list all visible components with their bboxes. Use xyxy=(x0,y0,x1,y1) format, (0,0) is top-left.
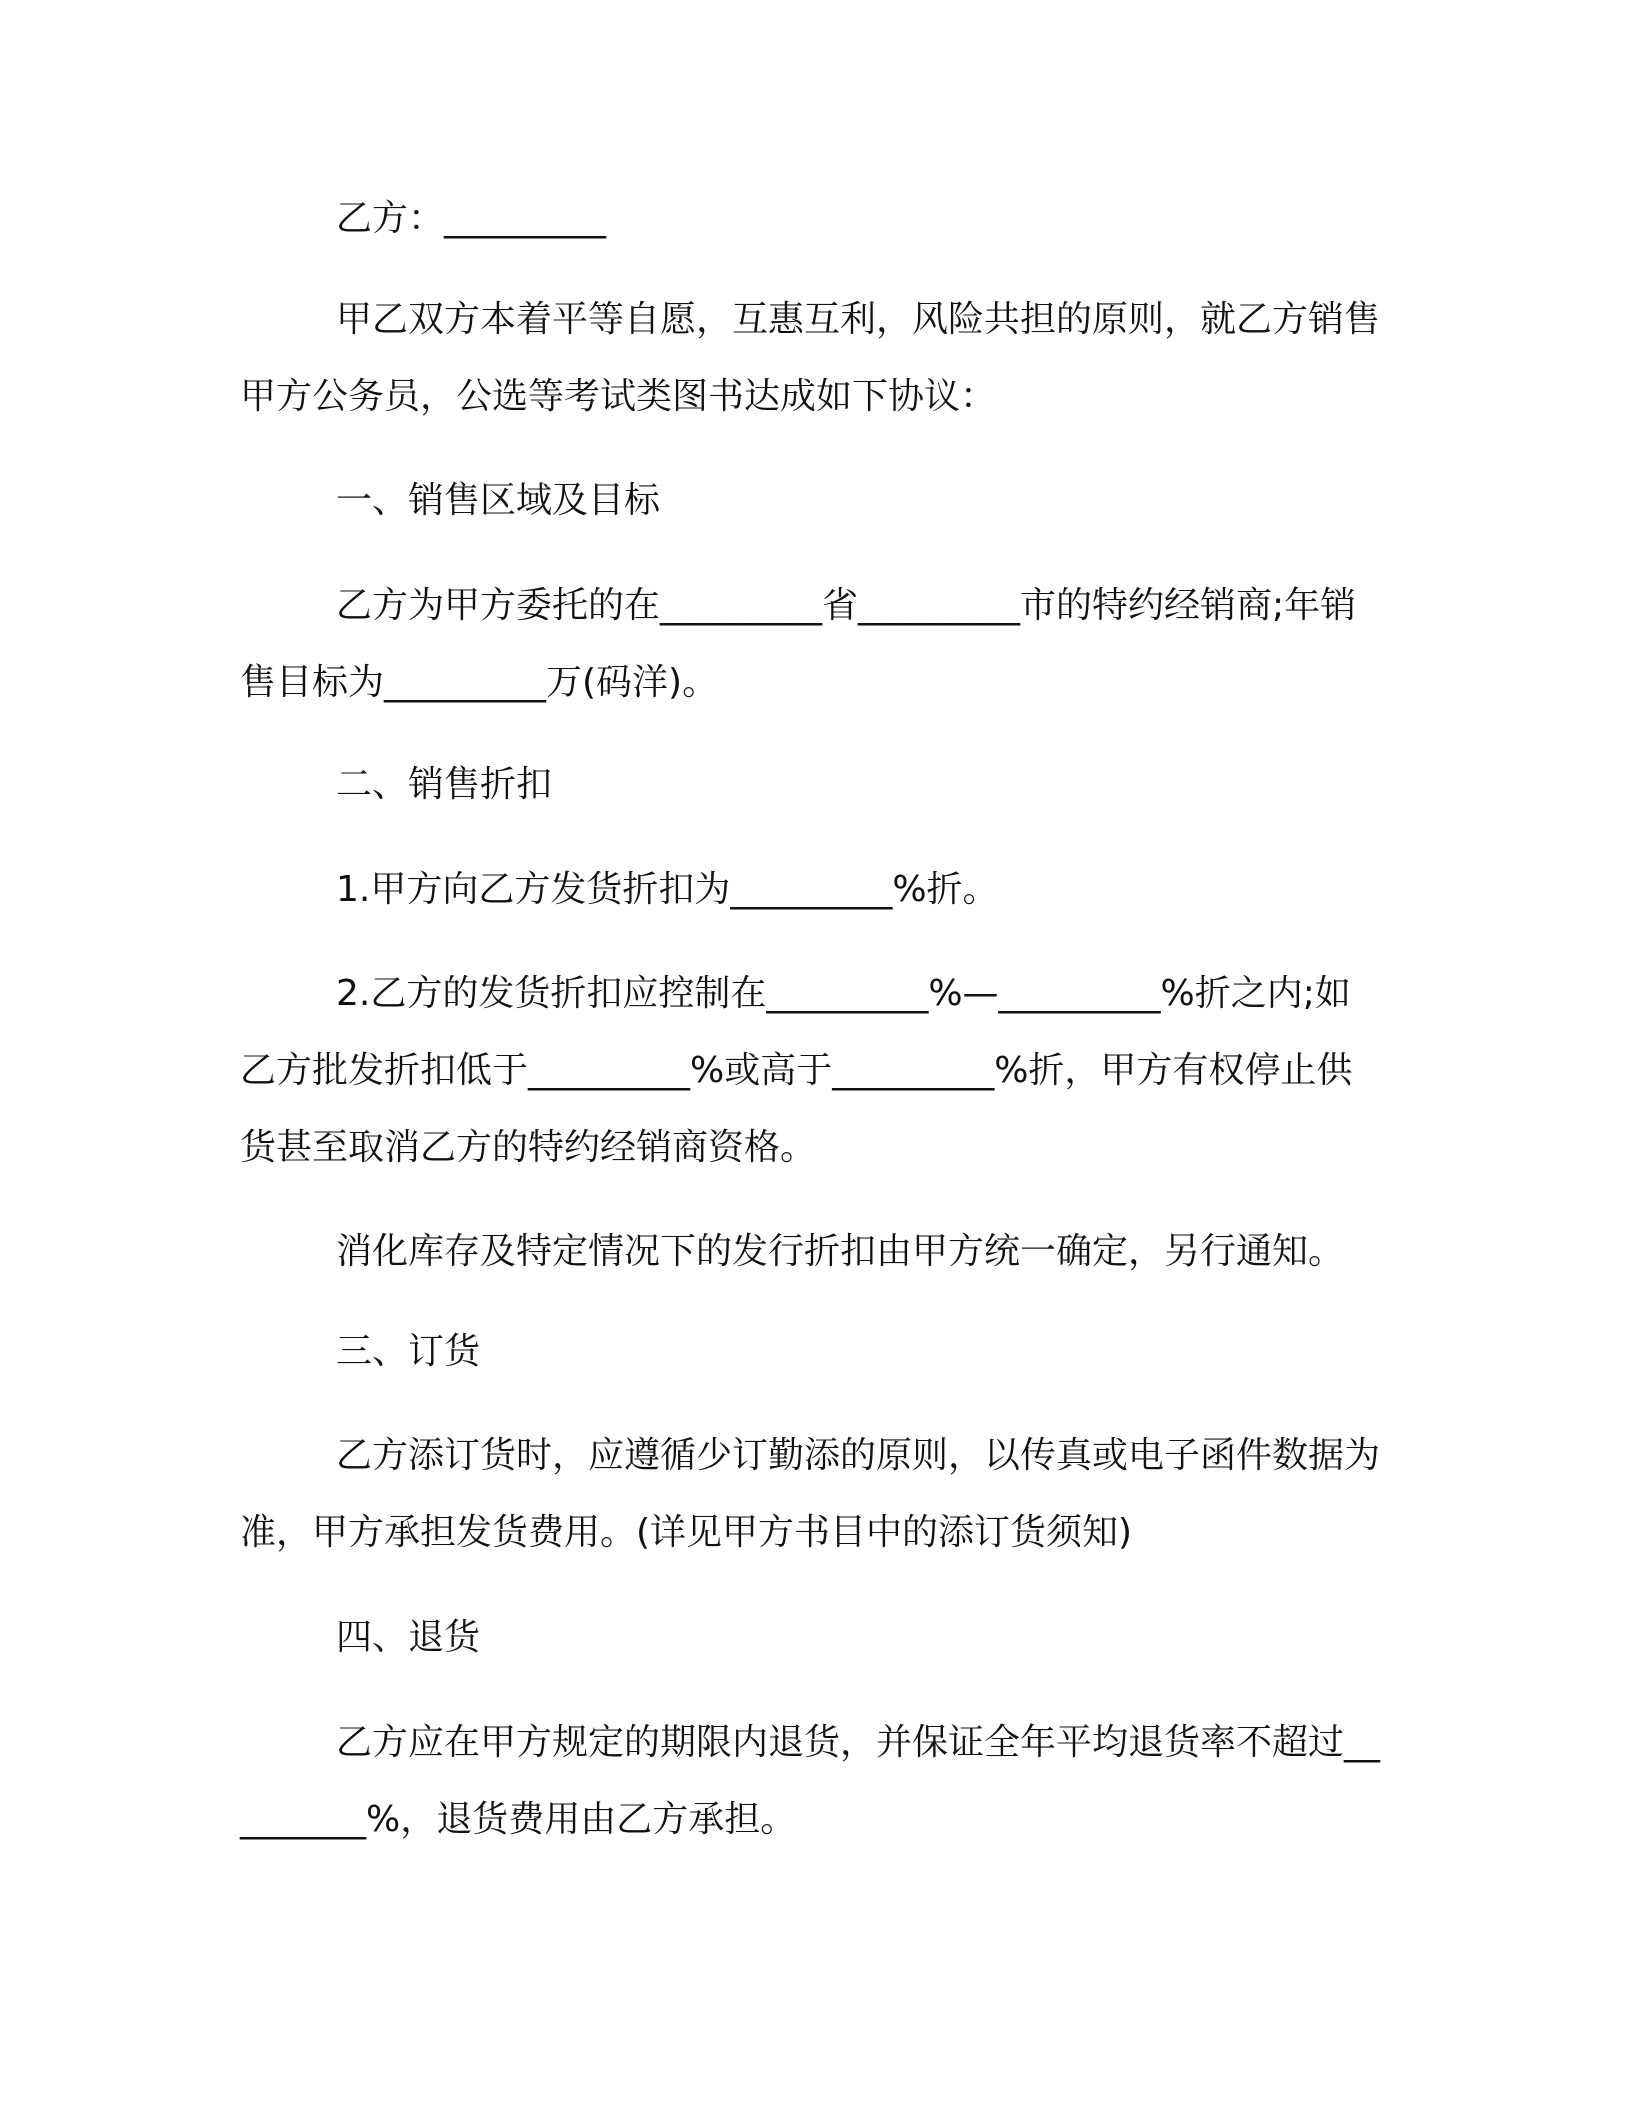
section-heading-returns: 四、退货 xyxy=(336,1617,481,1658)
section-heading-sales-discount: 二、销售折扣 xyxy=(336,764,553,805)
discount-clause-1: 1.甲方向乙方发货折扣为_________%折。 xyxy=(336,869,999,910)
discount-clause-3: 消化库存及特定情况下的发行折扣由甲方统一确定，另行通知。 xyxy=(336,1231,1345,1272)
section-heading-ordering: 三、订货 xyxy=(336,1331,481,1372)
returns-paragraph: 乙方应在甲方规定的期限内退货，并保证全年平均退货率不超过_________%，退货费用由乙方承担。 xyxy=(240,1722,1381,1840)
ordering-paragraph: 乙方添订货时，应遵循少订勤添的原则，以传真或电子函件数据为准，甲方承担发货费用。(详见甲方书目中的添订货须知) xyxy=(240,1435,1381,1553)
preamble-paragraph: 甲乙双方本着平等自愿，互惠互利，风险共担的原则，就乙方销售甲方公务员，公选等考试类图书达成如下协议： xyxy=(240,299,1381,417)
sales-region-paragraph: 乙方为甲方委托的在_________省_________市的特约经销商;年销售目标为_________万(码洋)。 xyxy=(240,585,1357,703)
discount-clause-2: 2.乙方的发货折扣应控制在_________%—_________%折之内;如乙方批发折扣低于_________%或高于_________%折，甲方有权停止供货甚至取消乙方的特约经销商资格。 xyxy=(240,973,1353,1168)
party-b-line: 乙方：_________ xyxy=(336,198,607,239)
section-heading-sales-region: 一、销售区域及目标 xyxy=(336,480,661,521)
document-page xyxy=(240,0,1386,2112)
